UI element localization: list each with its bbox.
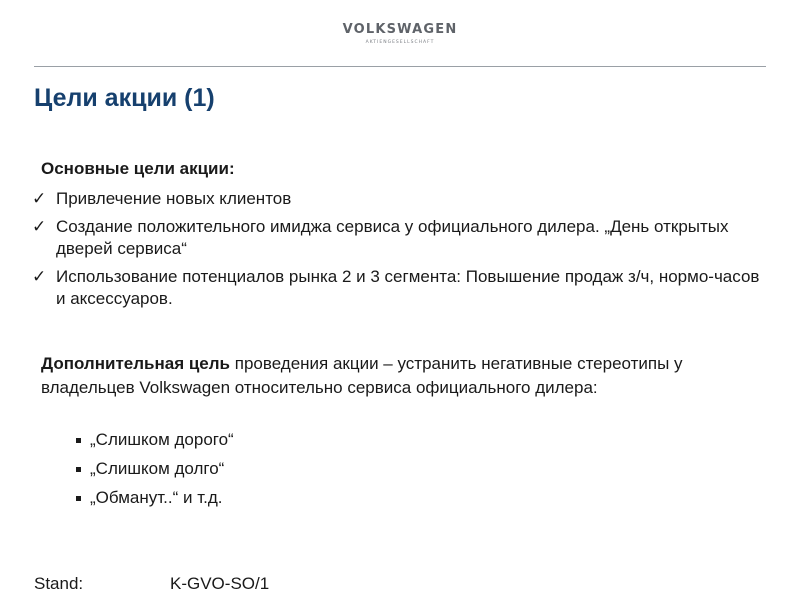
checkmark-icon: ✓ bbox=[32, 267, 47, 287]
stereotype-text: „Обманут..“ и т.д. bbox=[90, 488, 223, 507]
stereotype-item bbox=[68, 487, 234, 516]
main-goal-item bbox=[32, 266, 772, 310]
main-goals-list bbox=[32, 188, 772, 316]
square-bullet-icon bbox=[76, 438, 81, 443]
main-goal-text: Использование потенциалов рынка 2 и 3 сегмента: Повышение продаж з/ч, нормо-часов и аксессуаров. bbox=[56, 267, 760, 308]
page-title: Цели акции (1) bbox=[34, 84, 215, 112]
stereotype-text: „Слишком долго“ bbox=[90, 459, 225, 478]
header-divider bbox=[34, 66, 766, 67]
logo-brand-text: VOLKSWAGEN bbox=[342, 22, 458, 37]
stereotype-text: „Слишком дорого“ bbox=[90, 430, 234, 449]
checkmark-icon: ✓ bbox=[32, 217, 47, 237]
stereotypes-list bbox=[68, 429, 234, 516]
volkswagen-logo bbox=[318, 22, 482, 45]
footer-code: K-GVO-SO/1 bbox=[170, 574, 270, 593]
stereotype-item bbox=[68, 429, 234, 458]
square-bullet-icon bbox=[76, 496, 81, 501]
stereotype-item bbox=[68, 458, 234, 487]
main-goal-text: Создание положительного имиджа сервиса у официального дилера. „День открытых дверей сервиса“ bbox=[56, 217, 729, 258]
main-goal-item bbox=[32, 216, 772, 260]
additional-goal-paragraph bbox=[41, 352, 771, 400]
square-bullet-icon bbox=[76, 467, 81, 472]
additional-goal-text: проведения акции – устранить негативные стереотипы у владельцев Volkswagen относительно сервиса официального дилера: bbox=[41, 354, 683, 397]
main-goal-text: Привлечение новых клиентов bbox=[56, 189, 292, 208]
checkmark-icon: ✓ bbox=[32, 189, 47, 209]
logo-sub-text: AKTIENGESELLSCHAFT bbox=[365, 40, 435, 45]
main-goals-heading: Основные цели акции: bbox=[41, 159, 235, 178]
footer-label: Stand: bbox=[34, 574, 84, 593]
additional-goal-lead: Дополнительная цель bbox=[41, 354, 231, 373]
footer bbox=[34, 574, 270, 594]
main-goal-item bbox=[32, 188, 772, 210]
